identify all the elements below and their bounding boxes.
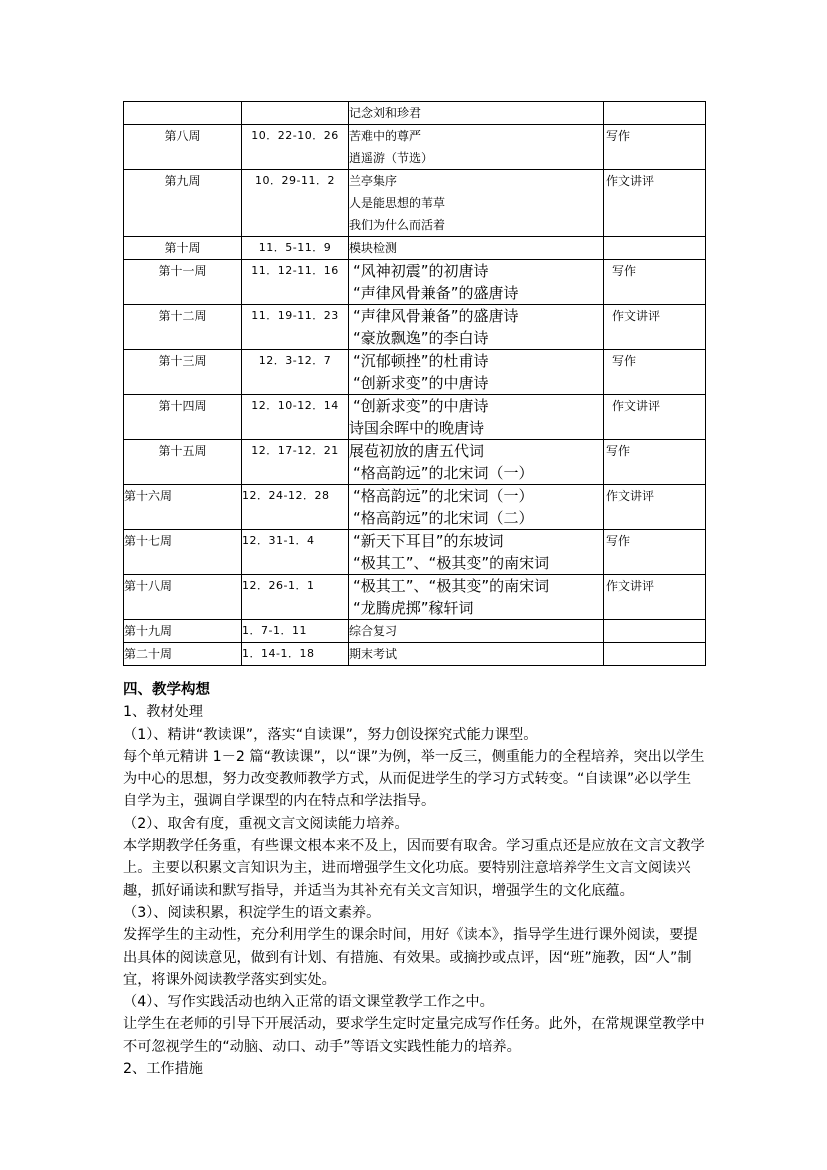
content-cell [349, 350, 604, 395]
table-row [124, 530, 706, 575]
paragraph: 让学生在老师的引导下开展活动，要求学生定时定量完成写作任务。此外，在常规课堂教学中不可忽视学生的“动脑、动口、动手”等语文实践性能力的培养。 [123, 1016, 705, 1055]
content-cell [349, 102, 604, 125]
lesson-title: 兰亭集序 [349, 174, 398, 188]
week-cell: 第十三周 [124, 350, 242, 395]
section-heading: 四、教学构想 [123, 682, 210, 698]
content-cell [349, 620, 604, 643]
lesson-title: “格高韵远”的北宋词（一） [353, 487, 534, 505]
task-cell: 写作 [604, 260, 706, 305]
lesson-title: 模块检测 [349, 241, 398, 255]
paragraph: 本学期教学任务重，有些课文根本来不及上，因而要有取舍。学习重点还是应放在文言文教学上。主要以积累文言知识为主，进而增强学生文化功底。要特别注意培养学生文言文阅读兴趣，抓好诵读和默写指导，并适当为其补充有关文言知识，增强学生的文化底蕴。 [123, 838, 705, 899]
dates-cell: 12．3-12．7 [242, 350, 349, 395]
table-row [124, 350, 706, 395]
table-row [124, 305, 706, 350]
content-cell [349, 643, 604, 666]
lesson-title: 逍遥游（节选） [349, 151, 434, 165]
table-row [124, 485, 706, 530]
content-cell [349, 237, 604, 260]
teaching-plan-section [123, 679, 705, 1080]
lesson-title: “风神初震”的初唐诗 [353, 262, 489, 280]
dates-cell: 10．22-10．26 [242, 125, 349, 170]
schedule-table [123, 101, 706, 666]
lesson-title: 苦难中的尊严 [349, 129, 422, 143]
lesson-title: “极其工”、“极其变”的南宋词 [353, 577, 550, 595]
lesson-title: “声律风骨兼备”的盛唐诗 [353, 284, 519, 302]
task-cell: 作文讲评 [604, 305, 706, 350]
lesson-title: “极其工”、“极其变”的南宋词 [353, 554, 550, 572]
table-row [124, 237, 706, 260]
paragraph: （1）、精讲“教读课”，落实“自读课”，努力创设探究式能力课型。 [123, 726, 538, 743]
week-cell: 第十四周 [124, 395, 242, 440]
lesson-title: “豪放飘逸”的李白诗 [353, 329, 489, 347]
content-cell [349, 170, 604, 237]
week-cell: 第九周 [124, 170, 242, 237]
task-cell [604, 237, 706, 260]
task-cell: 写作 [604, 350, 706, 395]
lesson-title: 记念刘和珍君 [349, 106, 422, 120]
dates-cell: 12．24-12．28 [242, 485, 349, 530]
content-cell [349, 575, 604, 620]
dates-cell: 12．17-12．21 [242, 440, 349, 485]
table-row [124, 395, 706, 440]
week-cell: 第十六周 [124, 485, 242, 530]
table-row [124, 125, 706, 170]
content-cell [349, 260, 604, 305]
lesson-title: 期末考试 [349, 647, 398, 661]
week-cell: 第十七周 [124, 530, 242, 575]
task-cell [604, 643, 706, 666]
table-row [124, 440, 706, 485]
task-cell [604, 620, 706, 643]
lesson-title: 我们为什么而活着 [349, 218, 446, 232]
content-cell [349, 305, 604, 350]
lesson-title: “格高韵远”的北宋词（二） [353, 509, 534, 527]
dates-cell: 1．7-1．11 [242, 620, 349, 643]
content-cell [349, 530, 604, 575]
paragraph: （3）、阅读积累，积淀学生的语文素养。 [123, 904, 381, 921]
dates-cell: 11．19-11．23 [242, 305, 349, 350]
dates-cell: 11．12-11．16 [242, 260, 349, 305]
dates-cell: 12．26-1．1 [242, 575, 349, 620]
table-row [124, 575, 706, 620]
subheading-materials: 1、教材处理 [123, 704, 203, 721]
lesson-title: “沉郁顿挫”的杜甫诗 [353, 352, 489, 370]
task-cell: 写作 [604, 125, 706, 170]
dates-cell: 11．5-11．9 [242, 237, 349, 260]
dates-cell: 12．31-1．4 [242, 530, 349, 575]
dates-cell: 10．29-11．2 [242, 170, 349, 237]
lesson-title: 综合复习 [349, 624, 398, 638]
task-cell: 作文讲评 [604, 485, 706, 530]
paragraph: （2）、取舍有度，重视文言文阅读能力培养。 [123, 815, 409, 832]
week-cell: 第十一周 [124, 260, 242, 305]
lesson-title: “创新求变”的中唐诗 [353, 397, 489, 415]
lesson-title: “格高韵远”的北宋词（一） [353, 464, 534, 482]
lesson-title: “新天下耳目”的东坡词 [353, 532, 504, 550]
week-cell [124, 102, 242, 125]
paragraph: 发挥学生的主动性，充分利用学生的课余时间，用好《读本》，指导学生进行课外阅读，要提出具体的阅读意见，做到有计划、有措施、有效果。或摘抄或点评，因“班”施教，因“人”制宜，将课外阅读教学落实到实处。 [123, 927, 698, 988]
dates-cell [242, 102, 349, 125]
dates-cell: 1．14-1．18 [242, 643, 349, 666]
task-cell [604, 102, 706, 125]
week-cell: 第十二周 [124, 305, 242, 350]
task-cell: 写作 [604, 440, 706, 485]
content-cell [349, 440, 604, 485]
lesson-title: 诗国余晖中的晚唐诗 [349, 419, 485, 437]
week-cell: 第十周 [124, 237, 242, 260]
table-row [124, 620, 706, 643]
week-cell: 第十八周 [124, 575, 242, 620]
week-cell: 第十九周 [124, 620, 242, 643]
table-row [124, 643, 706, 666]
paragraph: （4）、写作实践活动也纳入正常的语文课堂教学工作之中。 [123, 994, 494, 1011]
paragraph: 每个单元精讲 1－2 篇“教读课”，以“课”为例，举一反三，侧重能力的全程培养，突出以学生为中心的思想，努力改变教师教学方式，从而促进学生的学习方式转变。“自读课”必以学生自学为主，强调自学课型的内在特点和学法指导。 [123, 748, 705, 810]
task-cell: 写作 [604, 530, 706, 575]
content-cell [349, 395, 604, 440]
content-cell [349, 485, 604, 530]
week-cell: 第十五周 [124, 440, 242, 485]
lesson-title: “龙腾虎掷”稼轩词 [353, 599, 474, 617]
dates-cell: 12．10-12．14 [242, 395, 349, 440]
subheading-measures: 2、工作措施 [123, 1061, 203, 1078]
table-row [124, 260, 706, 305]
task-cell: 作文讲评 [604, 575, 706, 620]
week-cell: 第八周 [124, 125, 242, 170]
lesson-title: “声律风骨兼备”的盛唐诗 [353, 307, 519, 325]
table-row [124, 170, 706, 237]
task-cell: 作文讲评 [604, 395, 706, 440]
task-cell: 作文讲评 [604, 170, 706, 237]
table-row [124, 102, 706, 125]
week-cell: 第二十周 [124, 643, 242, 666]
lesson-title: “创新求变”的中唐诗 [353, 374, 489, 392]
lesson-title: 人是能思想的苇草 [349, 196, 446, 210]
lesson-title: 展苞初放的唐五代词 [349, 442, 485, 460]
content-cell [349, 125, 604, 170]
